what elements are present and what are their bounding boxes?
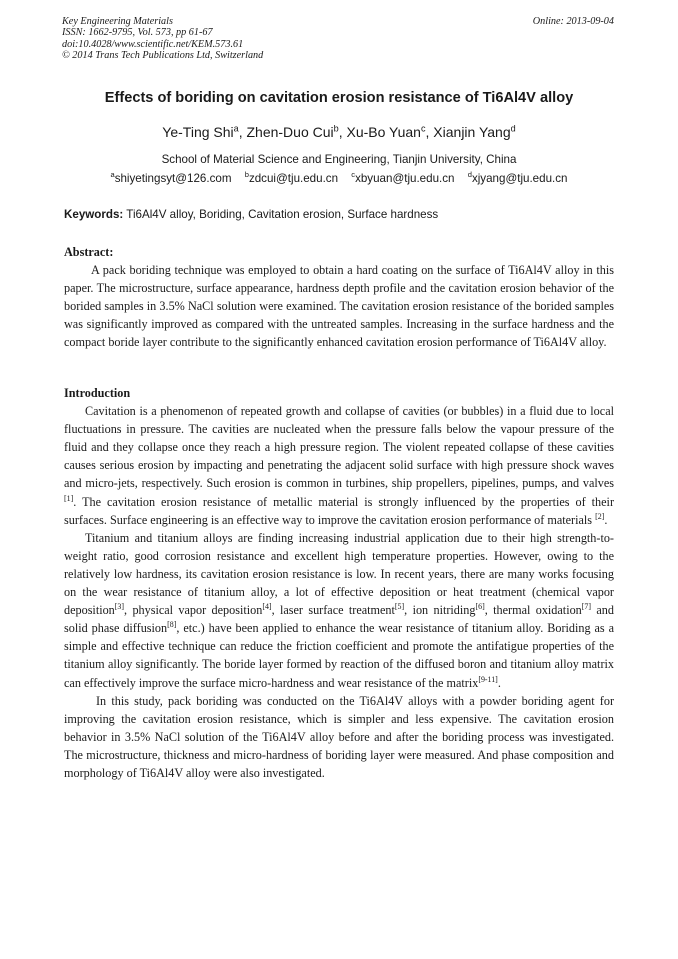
- email-mark: a: [110, 170, 115, 180]
- author-mark: c: [420, 123, 426, 134]
- author-name: Zhen-Duo Cui: [246, 124, 334, 140]
- keywords: [64, 208, 438, 221]
- citation: [8]: [167, 620, 177, 630]
- email-list: [0, 172, 678, 185]
- author-mark: b: [333, 123, 339, 134]
- citation: [7]: [581, 602, 592, 612]
- intro-paragraph-2: Titanium and titanium alloys are finding increasing industrial application due to their high strength-to-weight ratio, good corrosion resistance and excellent high temperature properties. However, owing to the relatively low hardness, its cavitation erosion resistance is low. In recent years, there are many works focusing on the wear resistance of titanium alloy, a lot of effective deposition or heat treatment (chemical vapor deposition[3], physical vapor deposition[4], laser surface treatment[5], ion nitriding[6], thermal oxidation[7] and solid phase diffusion[8], etc.) have been applied to enhance the wear resistance of titanium alloy. Boriding as a simple and effective technique can reduce the friction coefficient and promote the antifatigue properties of the titanium alloy significantly. The boride layer formed by reaction of the diffused boron and titanium alloy matrix can effectively improve the surface micro-hardness and wear resistance of the matrix[9-11].: [64, 530, 614, 690]
- citation: [3]: [114, 602, 125, 612]
- affiliation: School of Material Science and Engineering, Tianjin University, China: [161, 153, 517, 166]
- introduction-section: [64, 384, 614, 782]
- email-item[interactable]: [468, 172, 568, 185]
- author-mark: a: [233, 123, 239, 134]
- introduction-heading: Introduction: [64, 386, 131, 400]
- author-list: Ye-Ting Shi$^a$, Zhen-Duo Cui$^b$, Xu-Bo Yuan$^c$, Xianjin Yang$^d$: [162, 123, 516, 140]
- email-address: xbyuan@tju.edu.cn: [355, 172, 455, 185]
- copyright-line: © 2014 Trans Tech Publications Ltd, Switzerland: [62, 49, 264, 61]
- journal-name: Key Engineering Materials: [62, 16, 173, 27]
- paper-title: Effects of boriding on cavitation erosion resistance of Ti6Al4V alloy: [104, 90, 574, 106]
- email-address: zdcui@tju.edu.cn: [248, 172, 339, 185]
- citation: [2]: [595, 511, 605, 521]
- email-item[interactable]: [245, 172, 338, 185]
- email-address: xjyang@tju.edu.cn: [471, 172, 568, 185]
- citation: [9-11]: [478, 674, 498, 684]
- doi-line: doi:10.4028/www.scientific.net/KEM.573.61: [62, 38, 244, 50]
- intro-paragraph-3: In this study, pack boriding was conducted on the Ti6Al4V alloys with a powder boriding agent for improving the cavitation erosion resistance, which is simpler and less expensive. The cavitation erosion behavior in 3.5% NaCl solution of the Ti6Al4V alloy before and after the boriding process was investigated. The microstructure, thickness and micro-hardness of boriding layer were measured. And phase composition and morphology of Ti6Al4V alloy were also investigated.: [64, 693, 614, 780]
- email-item[interactable]: [110, 172, 231, 185]
- keywords-text: Ti6Al4V alloy, Boriding, Cavitation erosion, Surface hardness: [126, 208, 439, 221]
- email-address: shiyetingsyt@126.com: [114, 172, 232, 185]
- keywords-label: Keywords:: [64, 208, 124, 221]
- author-name: Ye-Ting Shi: [162, 124, 234, 140]
- abstract-heading: Abstract:: [64, 245, 114, 259]
- journal-header: [62, 16, 263, 61]
- citation: [1]: [64, 493, 74, 503]
- online-date: Online: 2013-09-04: [532, 16, 614, 27]
- citation: [6]: [475, 602, 485, 612]
- email-mark: b: [244, 170, 249, 180]
- abstract-section: [64, 243, 614, 352]
- author-name: Xianjin Yang: [433, 124, 511, 140]
- author-mark: d: [510, 123, 516, 134]
- citation: [4]: [262, 602, 272, 612]
- author-name: Xu-Bo Yuan: [346, 124, 421, 140]
- abstract-text: A pack boriding technique was employed to obtain a hard coating on the surface of Ti6Al4V alloy in this paper. The microstructure, surface appearance, hardness depth profile and the cavitation erosion behavior of the borided samples in 3.5% NaCl solution were examined. The cavitation erosion resistance of the borided samples was significantly improved as compared with the untreated samples. Increasing in the surface hardness and the compact boride layer contribute to the significantly enhanced cavitation erosion performance of Ti6Al4V alloy.: [64, 263, 614, 350]
- email-item[interactable]: [351, 172, 454, 185]
- email-mark: c: [351, 170, 356, 180]
- citation: [5]: [394, 602, 405, 612]
- intro-paragraph-1: Cavitation is a phenomenon of repeated growth and collapse of cavities (or bubbles) in a fluid due to local fluctuations in pressure. The cavities are nucleated when the pressure falls below the vapour pressure of the fluid and they collapse once they reach a high pressure region. The violent repeated collapse of these cavities causes serious erosion by impacting and penetrating the adjacent solid surface with high pressure shock waves and micro-jets, respectively. Such erosion is common in turbines, ship propellers, pipelines, pumps, and valves [1]. The cavitation erosion resistance of metallic material is strongly influenced by the properties of their surfaces. Surface engineering is an effective way to improve the cavitation erosion performance of materials [2].: [64, 404, 614, 527]
- email-mark: d: [467, 170, 472, 180]
- issn-line: ISSN: 1662-9795, Vol. 573, pp 61-67: [62, 27, 213, 39]
